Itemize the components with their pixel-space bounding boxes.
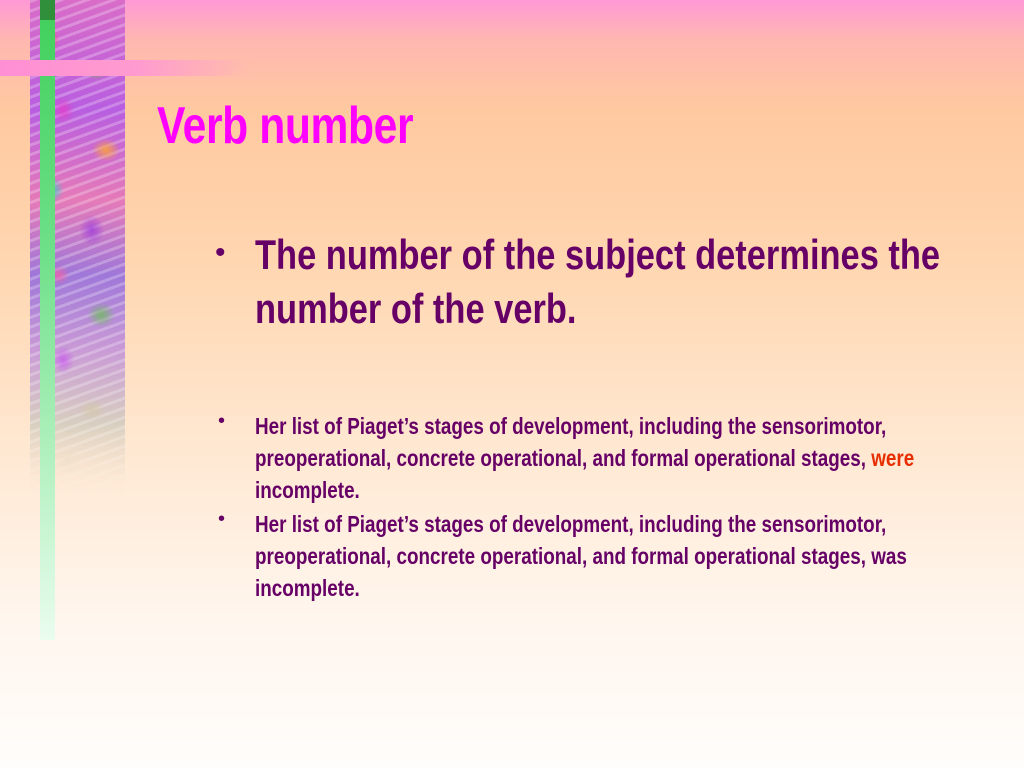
green-accent-bar (40, 0, 55, 640)
main-bullet-text: The number of the subject determines the number of the verb. (255, 231, 941, 332)
green-accent-bar-top (40, 0, 55, 20)
example-1-highlight: were (871, 445, 915, 471)
pink-accent-line (0, 60, 250, 76)
slide-title: Verb number (157, 97, 414, 155)
bullet-dot-icon: • (218, 410, 226, 432)
example-bullet-1-text (255, 410, 927, 506)
example-bullet-2-text: Her list of Piaget’s stages of development, including the sensorimotor, preoperational, concrete operational, and formal operational stages, was incomplete. (255, 511, 907, 601)
bullet-dot-icon: • (215, 236, 226, 269)
bullet-dot-icon: • (218, 508, 226, 530)
example-1-before: Her list of Piaget’s stages of development, including the sensorimotor, preoperational, concrete operational, and formal operational stages, (255, 413, 887, 471)
example-1-after: incomplete. (255, 477, 360, 503)
